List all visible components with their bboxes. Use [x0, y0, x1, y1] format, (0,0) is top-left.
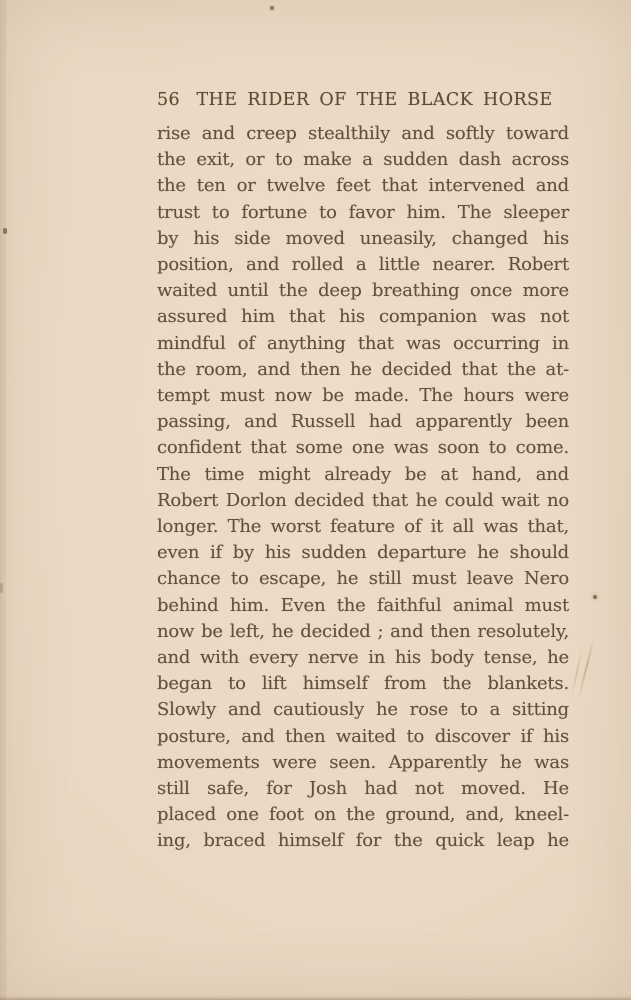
- text-line: the room, and then he decided that the at-: [157, 358, 569, 380]
- text-line: trust to fortune to favor him. The sleeper: [157, 201, 569, 223]
- running-title: THE RIDER OF THE BLACK HORSE: [196, 90, 553, 110]
- page-number: 56: [157, 90, 181, 110]
- paper-speck: [270, 6, 274, 10]
- text-line: still safe, for Josh had not moved. He: [157, 778, 569, 800]
- text-line: longer. The worst feature of it all was that,: [157, 516, 569, 538]
- text-line: even if by his sudden departure he should: [157, 542, 569, 564]
- text-line: began to lift himself from the blankets.: [157, 673, 569, 695]
- text-line: movements were seen. Apparently he was: [157, 751, 569, 773]
- text-line: tempt must now be made. The hours were: [157, 385, 569, 407]
- text-line: ing, braced himself for the quick leap he: [157, 830, 569, 852]
- text-line: confident that some one was soon to come.: [157, 437, 569, 459]
- page-bottom-edge-shading: [0, 995, 631, 1000]
- text-line: the ten or twelve feet that intervened and: [157, 175, 569, 197]
- text-line: by his side moved uneasily, changed his: [157, 227, 569, 249]
- page-header: [157, 90, 569, 110]
- text-line: the exit, or to make a sudden dash across: [157, 149, 569, 171]
- text-line: Slowly and cautiously he rose to a sitting: [157, 699, 569, 721]
- text-line: chance to escape, he still must leave Nero: [157, 568, 569, 590]
- text-line: The time might already be at hand, and: [157, 463, 569, 485]
- text-line: behind him. Even the faithful animal must: [157, 594, 569, 616]
- text-line: waited until the deep breathing once more: [157, 280, 569, 302]
- paper-speck: [593, 595, 597, 599]
- text-line: posture, and then waited to discover if his: [157, 725, 569, 747]
- text-line: passing, and Russell had apparently been: [157, 411, 569, 433]
- text-line: Robert Dorlon decided that he could wait no: [157, 489, 569, 511]
- text-line: and with every nerve in his body tense, he: [157, 647, 569, 669]
- text-line: now be left, he decided ; and then resolutely,: [157, 620, 569, 642]
- text-line: rise and creep stealthily and softly toward: [157, 123, 569, 144]
- text-line: mindful of anything that was occurring in: [157, 332, 569, 354]
- page-left-edge-shading: [0, 0, 10, 1000]
- text-line: placed one foot on the ground, and, kneel-: [157, 804, 569, 826]
- paper-crease: [571, 648, 582, 695]
- text-line: position, and rolled a little nearer. Robert: [157, 254, 569, 276]
- page-text: [157, 121, 569, 855]
- paper-crease: [578, 639, 595, 700]
- text-line: assured him that his companion was not: [157, 306, 569, 328]
